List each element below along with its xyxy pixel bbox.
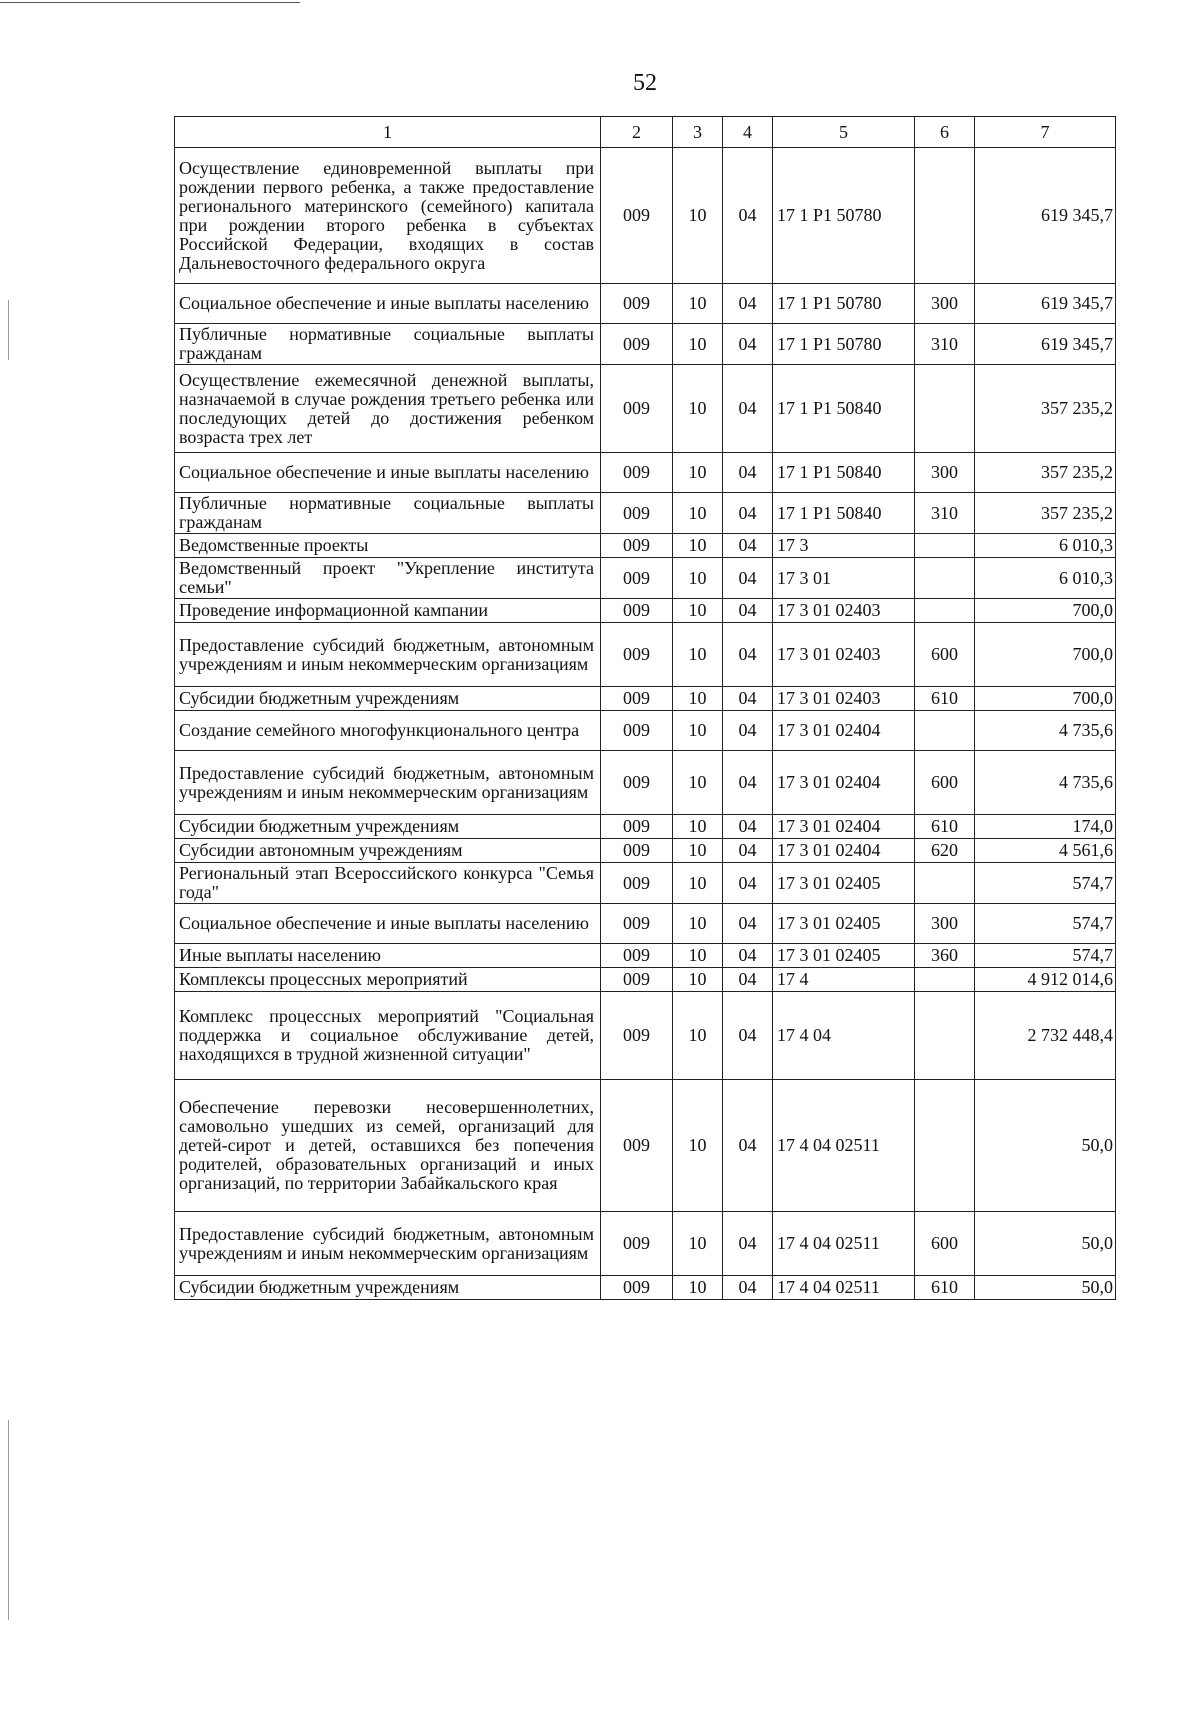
row-expense-type-cell	[915, 534, 975, 558]
row-section-cell: 10	[673, 1080, 723, 1212]
row-subsection-cell: 04	[723, 992, 773, 1080]
row-name-cell: Осуществление единовременной выплаты при рождении первого ребенка, а также предоставление регионального материнского (семейного) капитала при рождении второго ребенка в субъектах Российской Федерации, входящих в состав Дальневосточного федерального округа	[175, 148, 601, 284]
row-amount-cell: 619 345,7	[975, 284, 1116, 324]
row-subsection-cell: 04	[723, 1080, 773, 1212]
row-grbs-cell: 009	[601, 1080, 673, 1212]
row-name-cell: Социальное обеспечение и иные выплаты населению	[175, 453, 601, 493]
row-amount-cell: 4 735,6	[975, 751, 1116, 815]
row-section-cell: 10	[673, 324, 723, 365]
row-expense-type-cell	[915, 992, 975, 1080]
row-amount-cell: 6 010,3	[975, 558, 1116, 599]
table-row	[175, 493, 1116, 534]
table-row	[175, 1276, 1116, 1300]
row-section-cell: 10	[673, 968, 723, 992]
row-amount-cell: 619 345,7	[975, 148, 1116, 284]
row-subsection-cell: 04	[723, 944, 773, 968]
row-name-cell: Комплекс процессных мероприятий "Социальная поддержка и социальное обслуживание детей, находящихся в трудной жизненной ситуации"	[175, 992, 601, 1080]
table-row	[175, 1080, 1116, 1212]
row-section-cell: 10	[673, 558, 723, 599]
row-amount-cell: 50,0	[975, 1276, 1116, 1300]
table-body	[175, 148, 1116, 1300]
row-name-cell: Обеспечение перевозки несовершеннолетних, самовольно ушедших из семей, организаций для детей-сирот и детей, оставшихся без попечения родителей, образовательных организаций и иных организаций, по территории Забайкальского края	[175, 1080, 601, 1212]
row-subsection-cell: 04	[723, 904, 773, 944]
row-subsection-cell: 04	[723, 863, 773, 904]
row-section-cell: 10	[673, 365, 723, 453]
row-subsection-cell: 04	[723, 687, 773, 711]
row-amount-cell: 357 235,2	[975, 365, 1116, 453]
row-amount-cell: 619 345,7	[975, 324, 1116, 365]
budget-table	[174, 116, 1116, 1300]
row-expense-type-cell: 610	[915, 687, 975, 711]
row-grbs-cell: 009	[601, 1276, 673, 1300]
row-subsection-cell: 04	[723, 324, 773, 365]
row-target-article-cell: 17 1 Р1 50840	[773, 453, 915, 493]
row-subsection-cell: 04	[723, 284, 773, 324]
row-target-article-cell: 17 4	[773, 968, 915, 992]
table-row	[175, 623, 1116, 687]
row-grbs-cell: 009	[601, 324, 673, 365]
row-section-cell: 10	[673, 751, 723, 815]
row-name-cell: Предоставление субсидий бюджетным, автономным учреждениям и иным некоммерческим организациям	[175, 623, 601, 687]
row-target-article-cell: 17 1 Р1 50840	[773, 365, 915, 453]
row-name-cell: Ведомственный проект "Укрепление института семьи"	[175, 558, 601, 599]
row-name-cell: Ведомственные проекты	[175, 534, 601, 558]
row-subsection-cell: 04	[723, 1276, 773, 1300]
table-row	[175, 1212, 1116, 1276]
row-expense-type-cell: 360	[915, 944, 975, 968]
row-name-cell: Проведение информационной кампании	[175, 599, 601, 623]
row-target-article-cell: 17 1 Р1 50780	[773, 284, 915, 324]
row-grbs-cell: 009	[601, 992, 673, 1080]
row-grbs-cell: 009	[601, 863, 673, 904]
table-row	[175, 992, 1116, 1080]
row-amount-cell: 700,0	[975, 599, 1116, 623]
row-section-cell: 10	[673, 839, 723, 863]
row-section-cell: 10	[673, 453, 723, 493]
row-name-cell: Осуществление ежемесячной денежной выплаты, назначаемой в случае рождения третьего ребенка или последующих детей до достижения ребенком возраста трех лет	[175, 365, 601, 453]
row-target-article-cell: 17 3	[773, 534, 915, 558]
row-name-cell: Социальное обеспечение и иные выплаты населению	[175, 284, 601, 324]
row-expense-type-cell	[915, 1080, 975, 1212]
row-amount-cell: 700,0	[975, 687, 1116, 711]
row-section-cell: 10	[673, 599, 723, 623]
row-subsection-cell: 04	[723, 599, 773, 623]
row-target-article-cell: 17 3 01 02403	[773, 687, 915, 711]
row-section-cell: 10	[673, 904, 723, 944]
row-section-cell: 10	[673, 148, 723, 284]
table-row	[175, 944, 1116, 968]
row-name-cell: Субсидии бюджетным учреждениям	[175, 815, 601, 839]
row-section-cell: 10	[673, 1212, 723, 1276]
row-amount-cell: 4 912 014,6	[975, 968, 1116, 992]
row-grbs-cell: 009	[601, 968, 673, 992]
row-expense-type-cell: 610	[915, 1276, 975, 1300]
row-target-article-cell: 17 3 01 02405	[773, 863, 915, 904]
row-section-cell: 10	[673, 1276, 723, 1300]
row-name-cell: Комплексы процессных мероприятий	[175, 968, 601, 992]
row-amount-cell: 174,0	[975, 815, 1116, 839]
header-cell: 1	[175, 117, 601, 148]
scan-margin-mark	[8, 1420, 9, 1620]
row-expense-type-cell: 610	[915, 815, 975, 839]
row-name-cell: Региональный этап Всероссийского конкурса "Семья года"	[175, 863, 601, 904]
row-grbs-cell: 009	[601, 453, 673, 493]
row-expense-type-cell	[915, 558, 975, 599]
row-grbs-cell: 009	[601, 904, 673, 944]
row-expense-type-cell: 310	[915, 493, 975, 534]
row-name-cell: Предоставление субсидий бюджетным, автономным учреждениям и иным некоммерческим организациям	[175, 751, 601, 815]
row-grbs-cell: 009	[601, 1212, 673, 1276]
row-section-cell: 10	[673, 493, 723, 534]
header-cell: 7	[975, 117, 1116, 148]
row-amount-cell: 4 561,6	[975, 839, 1116, 863]
table-row	[175, 687, 1116, 711]
row-section-cell: 10	[673, 992, 723, 1080]
table-row	[175, 968, 1116, 992]
row-target-article-cell: 17 4 04 02511	[773, 1080, 915, 1212]
row-subsection-cell: 04	[723, 493, 773, 534]
row-subsection-cell: 04	[723, 968, 773, 992]
table-row	[175, 751, 1116, 815]
row-subsection-cell: 04	[723, 453, 773, 493]
row-section-cell: 10	[673, 623, 723, 687]
row-section-cell: 10	[673, 284, 723, 324]
row-amount-cell: 357 235,2	[975, 493, 1116, 534]
row-name-cell: Публичные нормативные социальные выплаты гражданам	[175, 493, 601, 534]
row-name-cell: Создание семейного многофункционального центра	[175, 711, 601, 751]
row-amount-cell: 2 732 448,4	[975, 992, 1116, 1080]
row-expense-type-cell	[915, 863, 975, 904]
row-grbs-cell: 009	[601, 148, 673, 284]
row-target-article-cell: 17 3 01 02404	[773, 815, 915, 839]
row-target-article-cell: 17 3 01 02404	[773, 839, 915, 863]
row-grbs-cell: 009	[601, 687, 673, 711]
row-target-article-cell: 17 3 01 02405	[773, 904, 915, 944]
row-target-article-cell: 17 3 01 02405	[773, 944, 915, 968]
row-expense-type-cell: 300	[915, 284, 975, 324]
row-subsection-cell: 04	[723, 534, 773, 558]
row-grbs-cell: 009	[601, 839, 673, 863]
row-expense-type-cell	[915, 968, 975, 992]
row-amount-cell: 574,7	[975, 944, 1116, 968]
header-cell: 2	[601, 117, 673, 148]
table-row	[175, 904, 1116, 944]
row-expense-type-cell	[915, 599, 975, 623]
row-subsection-cell: 04	[723, 815, 773, 839]
row-target-article-cell: 17 1 Р1 50780	[773, 324, 915, 365]
row-subsection-cell: 04	[723, 839, 773, 863]
row-target-article-cell: 17 4 04	[773, 992, 915, 1080]
row-target-article-cell: 17 3 01 02404	[773, 711, 915, 751]
row-amount-cell: 6 010,3	[975, 534, 1116, 558]
row-expense-type-cell: 300	[915, 453, 975, 493]
row-name-cell: Иные выплаты населению	[175, 944, 601, 968]
header-cell: 3	[673, 117, 723, 148]
row-section-cell: 10	[673, 687, 723, 711]
table-row	[175, 558, 1116, 599]
row-name-cell: Субсидии бюджетным учреждениям	[175, 1276, 601, 1300]
row-grbs-cell: 009	[601, 944, 673, 968]
table-header-row	[175, 117, 1116, 148]
row-expense-type-cell	[915, 711, 975, 751]
row-target-article-cell: 17 3 01 02403	[773, 599, 915, 623]
row-grbs-cell: 009	[601, 599, 673, 623]
row-expense-type-cell	[915, 148, 975, 284]
header-cell: 6	[915, 117, 975, 148]
row-expense-type-cell	[915, 365, 975, 453]
row-subsection-cell: 04	[723, 1212, 773, 1276]
row-section-cell: 10	[673, 944, 723, 968]
row-amount-cell: 50,0	[975, 1080, 1116, 1212]
table-row	[175, 534, 1116, 558]
table-row	[175, 284, 1116, 324]
row-expense-type-cell: 600	[915, 623, 975, 687]
table-row	[175, 453, 1116, 493]
row-subsection-cell: 04	[723, 623, 773, 687]
row-subsection-cell: 04	[723, 751, 773, 815]
row-grbs-cell: 009	[601, 623, 673, 687]
row-amount-cell: 357 235,2	[975, 453, 1116, 493]
row-grbs-cell: 009	[601, 751, 673, 815]
row-name-cell: Публичные нормативные социальные выплаты гражданам	[175, 324, 601, 365]
row-subsection-cell: 04	[723, 558, 773, 599]
table-row	[175, 599, 1116, 623]
row-target-article-cell: 17 4 04 02511	[773, 1276, 915, 1300]
row-target-article-cell: 17 3 01	[773, 558, 915, 599]
table-row	[175, 839, 1116, 863]
page-number: 52	[633, 70, 657, 96]
row-section-cell: 10	[673, 863, 723, 904]
table-row	[175, 863, 1116, 904]
row-name-cell: Субсидии бюджетным учреждениям	[175, 687, 601, 711]
row-subsection-cell: 04	[723, 711, 773, 751]
header-cell: 4	[723, 117, 773, 148]
row-amount-cell: 50,0	[975, 1212, 1116, 1276]
row-target-article-cell: 17 3 01 02403	[773, 623, 915, 687]
table-row	[175, 815, 1116, 839]
row-name-cell: Социальное обеспечение и иные выплаты населению	[175, 904, 601, 944]
row-section-cell: 10	[673, 534, 723, 558]
scan-margin-mark	[8, 300, 9, 360]
row-amount-cell: 574,7	[975, 904, 1116, 944]
row-name-cell: Субсидии автономным учреждениям	[175, 839, 601, 863]
row-amount-cell: 4 735,6	[975, 711, 1116, 751]
header-cell: 5	[773, 117, 915, 148]
row-amount-cell: 574,7	[975, 863, 1116, 904]
row-expense-type-cell: 620	[915, 839, 975, 863]
row-grbs-cell: 009	[601, 815, 673, 839]
row-target-article-cell: 17 1 Р1 50840	[773, 493, 915, 534]
row-grbs-cell: 009	[601, 493, 673, 534]
row-grbs-cell: 009	[601, 284, 673, 324]
row-target-article-cell: 17 3 01 02404	[773, 751, 915, 815]
row-grbs-cell: 009	[601, 534, 673, 558]
table-row	[175, 365, 1116, 453]
row-expense-type-cell: 600	[915, 751, 975, 815]
row-subsection-cell: 04	[723, 365, 773, 453]
table-row	[175, 324, 1116, 365]
table-row	[175, 148, 1116, 284]
row-target-article-cell: 17 1 Р1 50780	[773, 148, 915, 284]
row-grbs-cell: 009	[601, 711, 673, 751]
scan-top-rule	[0, 2, 300, 3]
row-grbs-cell: 009	[601, 365, 673, 453]
row-amount-cell: 700,0	[975, 623, 1116, 687]
row-expense-type-cell: 300	[915, 904, 975, 944]
table-row	[175, 711, 1116, 751]
row-section-cell: 10	[673, 711, 723, 751]
row-target-article-cell: 17 4 04 02511	[773, 1212, 915, 1276]
row-expense-type-cell: 310	[915, 324, 975, 365]
row-grbs-cell: 009	[601, 558, 673, 599]
row-section-cell: 10	[673, 815, 723, 839]
row-name-cell: Предоставление субсидий бюджетным, автономным учреждениям и иным некоммерческим организациям	[175, 1212, 601, 1276]
row-expense-type-cell: 600	[915, 1212, 975, 1276]
row-subsection-cell: 04	[723, 148, 773, 284]
